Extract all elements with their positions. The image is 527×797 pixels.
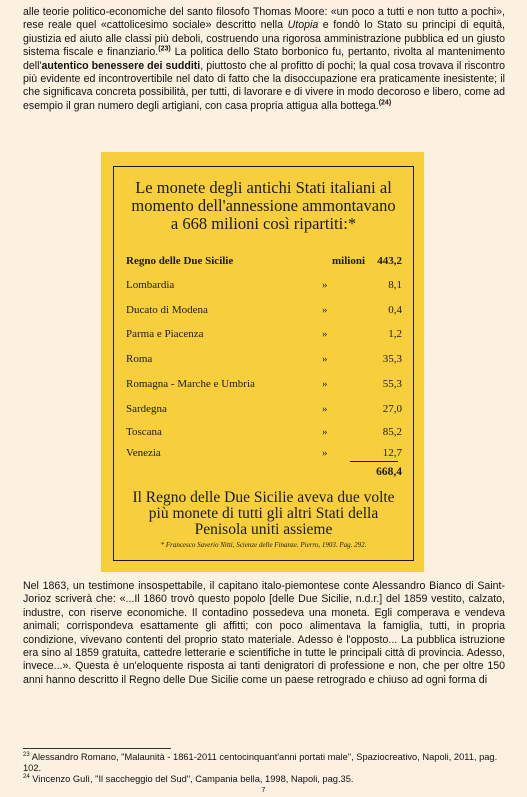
coin-table-header-row: Regno delle Due Sicilie milioni 443,2 (126, 255, 402, 267)
total-rule (350, 461, 398, 462)
paragraph-testimony: Nel 1863, un testimone insospettabile, il capitano italo-piemontese conte Alessandro Bianco di Saint-Jorioz scriverà che: «...Il 1860 trovò questo popolo [delle Due Sicilie, n.d.r.] del 1859 vestito, calzato, industre, con riserve economiche. Il contadino possedeva una moneta. Egli comperava e vendeva animali; corrispondeva esattamente gli affitti; con poco alimentava la famiglia, tutti, in propria condizione, vivevano contenti del proprio stato materiale. Adesso è l'opposto... La pubblica istruzione era sino al 1859 gratuita, cattedre letterarie e scientifiche in tutte le principali città di provincia. Adesso, invece...». Questa è un'eloquente risposta ai tanti denigratori di professione e non, che per oltre 150 anni hanno descritto il Regno delle Due Sicilie come un paese retrogrado e chiuso ad ogni forma di (23, 580, 505, 686)
coin-table-title: Le monete degli antichi Stati italiani al momento dell'annessione ammontavano a 668 milioni così ripartiti:* (131, 178, 396, 233)
coin-table-image (101, 152, 424, 572)
footnote-24: $^{24}$ Vincenzo Gulì, "Il saccheggio del Sud", Campania bella, 1998, Napoli, pag.35. (23, 773, 354, 784)
coin-table-row: Ducato di Modena » 0,4 (126, 304, 402, 316)
utopia-title: Utopia (287, 19, 319, 32)
footnote-ref-23[interactable]: (23) (158, 45, 171, 53)
coin-table-row: Romagna - Marche e Umbria » 55,3 (126, 378, 402, 390)
coin-table-total-row: 668,4 (376, 466, 402, 478)
coin-table-row: Parma e Piacenza » 1,2 (126, 328, 402, 340)
coin-table-row: Roma » 35,3 (126, 353, 402, 365)
coin-table-row: Toscana » 85,2 (126, 426, 402, 438)
coin-table-row: Sardegna » 27,0 (126, 403, 402, 415)
footnote-23: $^{23}$ Alessandro Romano, "Malaunità - 1861-2011 centocinquant'anni portati male", Spaziocreativo, Napoli, 2011, pag. 102. (23, 751, 498, 773)
coin-table-frame (113, 166, 414, 561)
coin-table-source: * Francesco Saverio Nitti, Scienze delle Finanze. Pierro, 1903. Pag. 292. (160, 541, 367, 549)
emphasis-benessere: autentico benessere dei sudditi (41, 59, 201, 72)
coin-table-row: Venezia » 12,7 (126, 447, 402, 459)
coin-table-row: Lombardia » 8,1 (126, 279, 402, 291)
coin-table-conclusion: Il Regno delle Due Sicilie aveva due volte più monete di tutti gli altri Stati della Penisola uniti assieme (132, 489, 395, 538)
page-number: 7 (261, 787, 266, 794)
paragraph-intro: alle teorie politico-economiche del santo filosofo Thomas Moore: «un poco a tutti e non tutto a pochi», rese reale quel «cattolicesimo sociale» descritto nella Utopia e fondò lo Stato su principi di equità, giustizia ed aiuto alle classi più deboli, costruendo una rigorosa amministrazione pubblica ed un giusto sistema fiscale e finanziario.$^{(23)}$ La politica dello Stato borbonico fu, pertanto, rivolta al mantenimento dell'autentico benessere dei sudditi, piuttosto che al profitto di pochi; la qual cosa trovava il riscontro più evidente ed incontrovertibile nel dato di fatto che la disoccupazione era praticamente inesistente; il che significava concreta possibilità, per tutti, di lavorare e di vivere in modo decoroso e libero, come ad esempio il gran numero degli artigiani, con casa propria attigua alla bottega.$^{(24)}$ (23, 6, 505, 112)
footnote-ref-24[interactable]: (24) (378, 99, 392, 107)
footnote-separator (23, 748, 171, 749)
